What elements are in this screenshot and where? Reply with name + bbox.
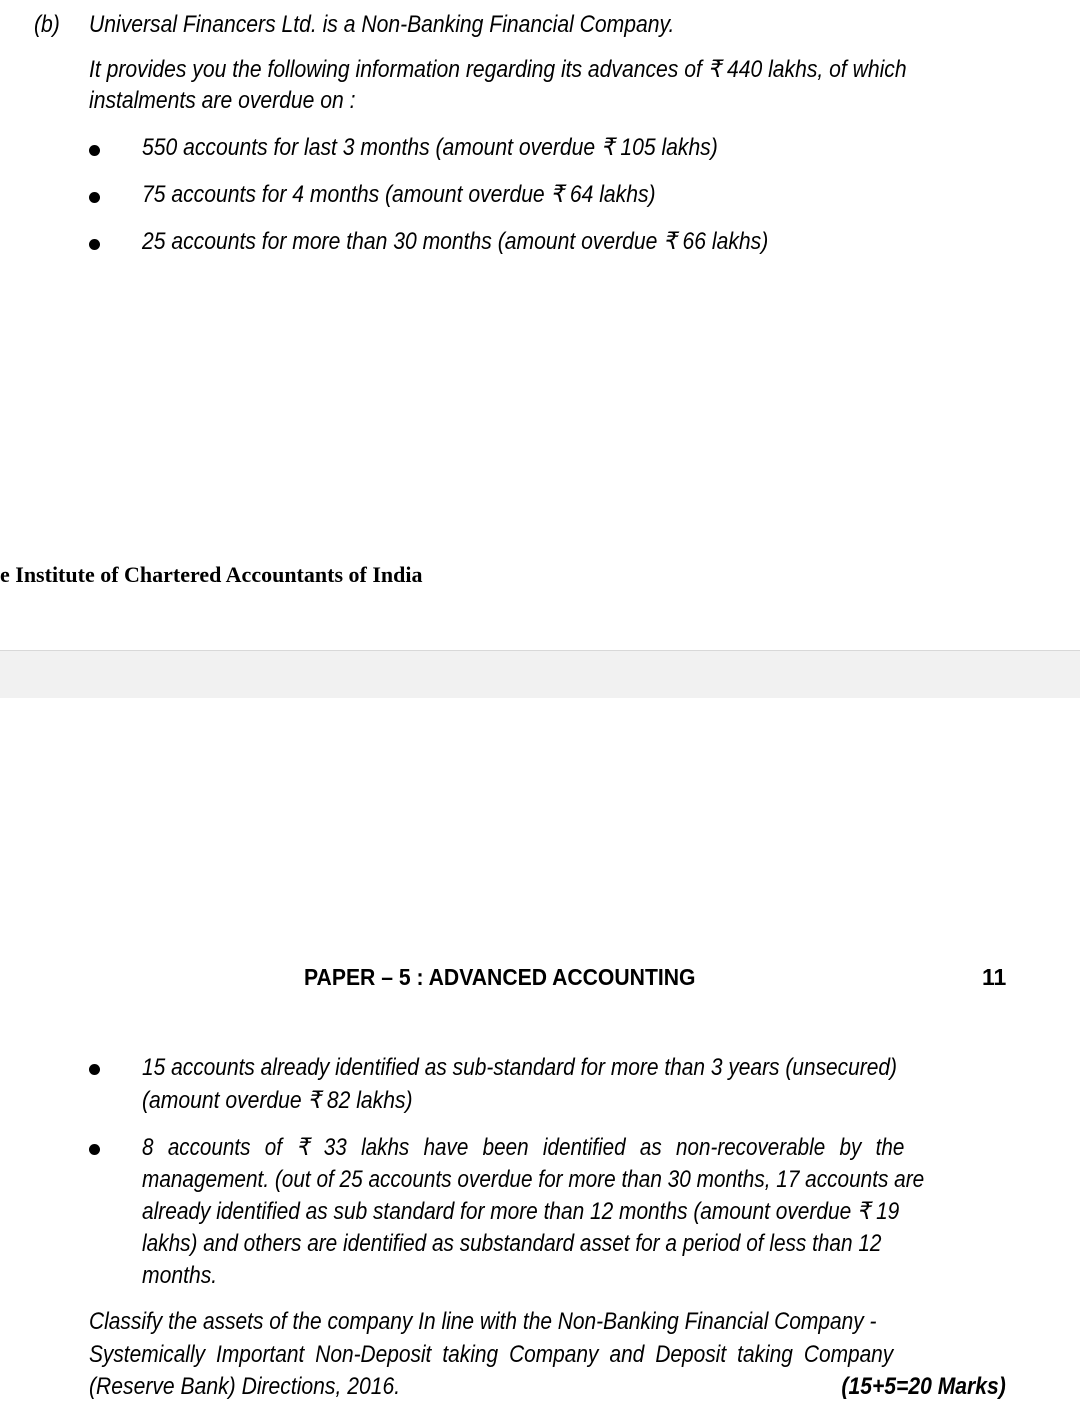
- question-line-3: (Reserve Bank) Directions, 2016.: [89, 1373, 401, 1400]
- bullet-item-4-line-2: (amount overdue ₹ 82 lakhs): [142, 1087, 413, 1114]
- page-footer-institute: e Institute of Chartered Accountants of India: [0, 562, 423, 587]
- bullet-marker: [89, 145, 100, 156]
- marks-label: (15+5=20 Marks): [841, 1373, 1006, 1400]
- document-page-top: [0, 0, 1080, 650]
- bullet-item-5-line-2: management. (out of 25 accounts overdue for more than 30 months, 17 accounts are: [142, 1166, 925, 1193]
- bullet-item-3: 25 accounts for more than 30 months (amount overdue ₹ 66 lakhs): [142, 228, 769, 255]
- bullet-marker: [89, 239, 100, 250]
- document-page-bottom: [0, 698, 1080, 1409]
- bullet-item-5-line-4: lakhs) and others are identified as substandard asset for a period of less than 12: [142, 1230, 882, 1257]
- info-line-2: instalments are overdue on :: [89, 87, 356, 114]
- question-line-1: Classify the assets of the company In line with the Non-Banking Financial Company -: [89, 1308, 877, 1335]
- page-header-title: PAPER – 5 : ADVANCED ACCOUNTING: [304, 964, 696, 990]
- bullet-item-5-line-1: 8 accounts of ₹ 33 lakhs have been identified as non-recoverable by the: [142, 1134, 905, 1161]
- page-separator: [0, 650, 1080, 698]
- bullet-item-5-line-5: months.: [142, 1262, 218, 1289]
- bullet-item-2: 75 accounts for 4 months (amount overdue ₹ 64 lakhs): [142, 181, 656, 208]
- part-label: (b): [34, 11, 60, 38]
- intro-line: Universal Financers Ltd. is a Non-Banking Financial Company.: [89, 11, 675, 38]
- bullet-item-4-line-1: 15 accounts already identified as sub-standard for more than 3 years (unsecured): [142, 1054, 898, 1081]
- question-line-2: Systemically Important Non-Deposit taking Company and Deposit taking Company: [89, 1341, 894, 1368]
- bullet-marker: [89, 1064, 100, 1075]
- page-number: 11: [982, 964, 1007, 990]
- info-line-1: It provides you the following information regarding its advances of ₹ 440 lakhs, of which: [89, 56, 907, 83]
- bullet-marker: [89, 1144, 100, 1155]
- bullet-item-5-line-3: already identified as sub standard for more than 12 months (amount overdue ₹ 19: [142, 1198, 900, 1225]
- bullet-marker: [89, 192, 100, 203]
- bullet-item-1: 550 accounts for last 3 months (amount overdue ₹ 105 lakhs): [142, 134, 718, 161]
